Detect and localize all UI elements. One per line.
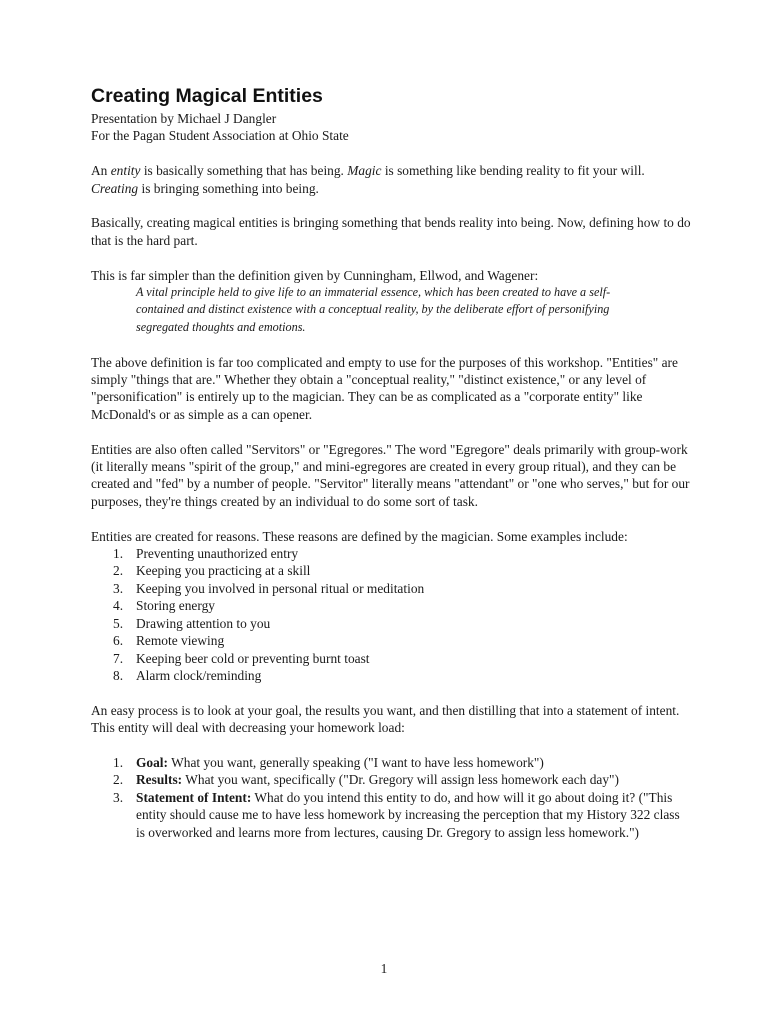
page-number: 1 <box>380 961 388 976</box>
entities-paragraph: The above definition is far too complicated and empty to use for the purposes of this workshop. "Entities" are simply "things that are." Whether they obtain a "conceptual reality," "distinct existence," or any level of "personification" is entirely up to the magician. They can be as complicated as a "corporate entity" like McDonald's or as simple as a can opener. <box>91 354 678 422</box>
block-quote: A vital principle held to give life to an immaterial essence, which has been created to have a self-contained and distinct existence with a conceptual reality, by the deliberate effort of personifying segregated thoughts and emotions. <box>136 285 611 334</box>
document-body <box>91 84 691 841</box>
list-item: 1. Preventing unauthorized entry <box>113 546 299 562</box>
list-item: 8. Alarm clock/reminding <box>113 667 262 683</box>
process-paragraph: An easy process is to look at your goal, the results you want, and then distilling that into a statement of intent. This entity will deal with decreasing your homework load: <box>91 702 680 736</box>
steps-list <box>91 754 691 841</box>
list-item: 2. Results: What you want, specifically ("Dr. Gregory will assign less homework each day") <box>113 772 619 788</box>
reasons-intro: Entities are created for reasons. These reasons are defined by the magician. Some examples include: <box>91 528 628 544</box>
reasons-list <box>91 545 691 684</box>
citation-paragraph: This is far simpler than the definition given by Cunningham, Ellwod, and Wagener: <box>91 267 539 283</box>
term-creating: Creating <box>91 180 139 196</box>
list-item: 1. Goal: What you want, generally speaking ("I want to have less homework") <box>113 754 544 770</box>
term-entity: entity <box>110 163 141 179</box>
term-magic: Magic <box>347 163 382 179</box>
list-item: 6. Remote viewing <box>113 633 225 649</box>
list-item: 5. Drawing attention to you <box>113 615 271 631</box>
list-item: 7. Keeping beer cold or preventing burnt toast <box>113 650 370 666</box>
servitors-paragraph: Entities are also often called "Servitors" or "Egregores." The word "Egregore" deals primarily with group-work (it literally means "spirit of the group," and mini-egregores are created in every group ritual), and they can be created and "fed" by a number of people. "Servitor" literally means "attendant" or "one who serves," but for our purposes, they're things created by an individual to do some sort of task. <box>91 441 690 509</box>
intro-paragraph: An entity is basically something that has being. Magic is something like bending reality to fit your will. Creating is bringing something into being. <box>91 163 645 196</box>
definition-paragraph: Basically, creating magical entities is bringing something that bends reality into being. Now, defining how to do that is the hard part. <box>91 215 691 248</box>
list-item: 2. Keeping you practicing at a skill <box>113 563 311 579</box>
page-title: Creating Magical Entities <box>91 85 323 107</box>
list-item: 4. Storing energy <box>113 598 215 614</box>
organization-line: For the Pagan Student Association at Ohio State <box>91 128 349 144</box>
presenter-line: Presentation by Michael J Dangler <box>91 111 277 126</box>
list-item: 3. Statement of Intent: What do you intend this entity to do, and how will it go about doing it? ("This entity should cause me to have less homework by increasing the perception that my History 322 class is overworked and learns more from lectures, causing Dr. Gregory to assign less homework.") <box>113 789 680 840</box>
list-item: 3. Keeping you involved in personal ritual or meditation <box>113 580 425 596</box>
